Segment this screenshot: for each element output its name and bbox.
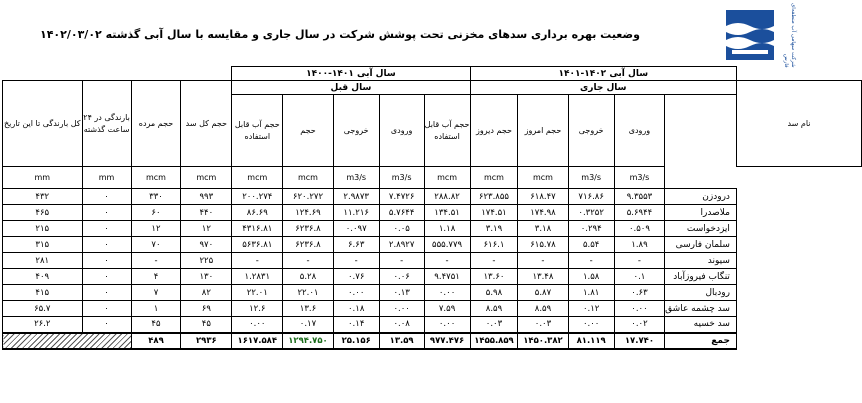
cell-volume-today: - — [518, 253, 568, 269]
cell-volume-today: ۶۱۵.۷۸ — [518, 237, 568, 253]
dams-table — [2, 66, 862, 350]
cell-prev-usable: ۲۰۰.۲۷۴ — [232, 189, 283, 205]
spacer — [3, 67, 232, 81]
header-usable-volume: حجم آب قابل استفاده — [424, 95, 470, 167]
cell-rain-24h: ۰ — [82, 285, 131, 301]
cell-prev-usable: ۴۳۱۶.۸۱ — [232, 221, 283, 237]
unit-dead-volume: mcm — [131, 167, 181, 189]
cell-prev-inflow: ۲.۸۹۲۷ — [379, 237, 424, 253]
unit-prev-volume: mcm — [283, 167, 333, 189]
cell-prev-inflow: ۰.۰۰ — [379, 301, 424, 317]
total-outflow: ۸۱.۱۱۹ — [568, 333, 614, 349]
cell-prev-usable: ۱۲.۶ — [232, 301, 283, 317]
cell-usable-volume: ۷.۵۹ — [424, 301, 470, 317]
cell-prev-usable: ۵۶۳۶.۸۱ — [232, 237, 283, 253]
unit-rain-24h: mm — [82, 167, 131, 189]
cell-inflow: ۰.۱ — [614, 269, 664, 285]
cell-volume-yesterday: ۶۲۳.۸۵۵ — [470, 189, 518, 205]
unit-prev-inflow: m3/s — [379, 167, 424, 189]
cell-prev-volume: ۶۲۰.۲۷۲ — [283, 189, 333, 205]
total-volume: ۲۹۳۶ — [181, 333, 232, 349]
cell-rain-total: ۴۳۲ — [3, 189, 83, 205]
cell-dead-volume: ۳۳۰ — [131, 189, 181, 205]
cell-prev-volume: ۵.۲۸ — [283, 269, 333, 285]
cell-dam-name: ملاصدرا — [665, 205, 737, 221]
unit-outflow: m3/s — [568, 167, 614, 189]
cell-volume-today: ۵.۸۷ — [518, 285, 568, 301]
header-dam-name: نام سد — [736, 81, 861, 167]
cell-dam-name: سد چشمه عاشق — [665, 301, 737, 317]
header-rain-24h: بارندگی در ۲۴ ساعت گذشته — [82, 81, 131, 167]
total-usable: ۹۷۷.۴۷۶ — [424, 333, 470, 349]
cell-total-volume: ۹۷۰ — [181, 237, 232, 253]
cell-prev-inflow: ۰.۰۵ — [379, 221, 424, 237]
cell-volume-yesterday: ۳.۱۹ — [470, 221, 518, 237]
header-prev-usable: حجم آب قابل استفاده — [232, 95, 283, 167]
cell-volume-today: ۰.۰۳ — [518, 317, 568, 333]
cell-prev-volume: ۶۲۳۶.۸ — [283, 221, 333, 237]
cell-dead-volume: ۷۰ — [131, 237, 181, 253]
cell-prev-outflow: - — [333, 253, 379, 269]
cell-volume-yesterday: ۵.۹۸ — [470, 285, 518, 301]
cell-prev-outflow: ۰.۷۶ — [333, 269, 379, 285]
total-inflow: ۱۷.۷۴۰ — [614, 333, 664, 349]
cell-prev-volume: ۰.۱۷ — [283, 317, 333, 333]
cell-prev-usable: ۲۲.۰۱ — [232, 285, 283, 301]
cell-prev-outflow: ۲.۹۸۷۳ — [333, 189, 379, 205]
cell-prev-inflow: ۵.۷۶۴۴ — [379, 205, 424, 221]
cell-rain-total: ۲۱۵ — [3, 221, 83, 237]
cell-dam-name: تنگاب فیروزآباد — [665, 269, 737, 285]
cell-rain-24h: ۰ — [82, 253, 131, 269]
cell-prev-inflow: - — [379, 253, 424, 269]
previous-year-header: سال آبی ۱۴۰۱-۱۴۰۰ — [232, 67, 470, 81]
cell-volume-yesterday: ۱۷۴.۵۱ — [470, 205, 518, 221]
cell-volume-today: ۳.۱۸ — [518, 221, 568, 237]
cell-usable-volume: ۰.۰۰ — [424, 317, 470, 333]
table-row — [3, 317, 862, 333]
cell-dam-name: سلمان فارسی — [665, 237, 737, 253]
cell-prev-usable: ۱.۲۸۳۱ — [232, 269, 283, 285]
header-outflow: خروجی — [568, 95, 614, 167]
cell-prev-outflow: ۰.۱۴ — [333, 317, 379, 333]
cell-outflow: ۰.۱۲ — [568, 301, 614, 317]
cell-total-volume: ۹۹۳ — [181, 189, 232, 205]
cell-rain-total: ۳۱۵ — [3, 237, 83, 253]
previous-sub-header: سال قبل — [232, 81, 470, 95]
cell-prev-volume: ۶۲۳۶.۸ — [283, 237, 333, 253]
cell-dead-volume: - — [131, 253, 181, 269]
cell-volume-yesterday: - — [470, 253, 518, 269]
cell-prev-usable: - — [232, 253, 283, 269]
cell-total-volume: ۶۹ — [181, 301, 232, 317]
cell-prev-volume: ۱۲۴.۶۹ — [283, 205, 333, 221]
total-prev-inflow: ۱۳.۵۹ — [379, 333, 424, 349]
cell-usable-volume: - — [424, 253, 470, 269]
header-inflow: ورودی — [614, 95, 664, 167]
company-logo-icon — [722, 4, 778, 66]
header-prev-outflow: خروجی — [333, 95, 379, 167]
cell-volume-yesterday: ۱۳.۶۰ — [470, 269, 518, 285]
cell-rain-24h: ۰ — [82, 189, 131, 205]
cell-prev-inflow: ۰.۱۳ — [379, 285, 424, 301]
header-prev-inflow: ورودی — [379, 95, 424, 167]
cell-rain-24h: ۰ — [82, 221, 131, 237]
cell-total-volume: ۸۲ — [181, 285, 232, 301]
cell-outflow: ۵.۵۴ — [568, 237, 614, 253]
unit-total-volume: mcm — [181, 167, 232, 189]
cell-prev-volume: - — [283, 253, 333, 269]
unit-volume-yesterday: mcm — [470, 167, 518, 189]
table-row — [3, 285, 862, 301]
unit-prev-usable: mcm — [232, 167, 283, 189]
total-prev-outflow: ۲۵.۱۵۶ — [333, 333, 379, 349]
cell-rain-24h: ۰ — [82, 301, 131, 317]
cell-inflow: ۰.۶۳ — [614, 285, 664, 301]
cell-volume-today: ۱۳.۴۸ — [518, 269, 568, 285]
cell-rain-24h: ۰ — [82, 205, 131, 221]
cell-prev-inflow: ۰.۰۶ — [379, 269, 424, 285]
cell-usable-volume: ۵۵۵.۷۷۹ — [424, 237, 470, 253]
cell-volume-yesterday: ۶۱۶.۱ — [470, 237, 518, 253]
cell-outflow: ۱.۸۱ — [568, 285, 614, 301]
cell-rain-24h: ۰ — [82, 317, 131, 333]
cell-prev-outflow: ۰.۱۸ — [333, 301, 379, 317]
cell-inflow: ۰.۵۰۹ — [614, 221, 664, 237]
total-prev-usable: ۱۶۱۷.۵۸۴ — [232, 333, 283, 349]
header-prev-volume: حجم — [283, 95, 333, 167]
cell-outflow: ۰.۰۰ — [568, 317, 614, 333]
cell-volume-today: ۶۱۸.۴۷ — [518, 189, 568, 205]
cell-usable-volume: ۱.۱۸ — [424, 221, 470, 237]
unit-usable-volume: mcm — [424, 167, 470, 189]
cell-volume-yesterday: ۸.۵۹ — [470, 301, 518, 317]
cell-rain-total: ۶۵.۷ — [3, 301, 83, 317]
cell-dead-volume: ۶۰ — [131, 205, 181, 221]
cell-rain-total: ۴۰۹ — [3, 269, 83, 285]
cell-total-volume: ۱۳۰ — [181, 269, 232, 285]
header-total-volume: حجم کل سد — [181, 81, 232, 167]
cell-dead-volume: ۴۵ — [131, 317, 181, 333]
cell-inflow: ۵.۶۹۴۴ — [614, 205, 664, 221]
cell-prev-outflow: ۱۱.۲۱۶ — [333, 205, 379, 221]
cell-prev-inflow: ۰.۰۸ — [379, 317, 424, 333]
cell-total-volume: ۴۴۰ — [181, 205, 232, 221]
cell-dead-volume: ۱ — [131, 301, 181, 317]
unit-volume-today: mcm — [518, 167, 568, 189]
cell-dam-name: رودبال — [665, 285, 737, 301]
total-dead: ۴۸۹ — [131, 333, 181, 349]
current-year-header: سال آبی ۱۴۰۲-۱۴۰۱ — [470, 67, 736, 81]
table-row — [3, 253, 862, 269]
cell-usable-volume: ۰.۰۰ — [424, 285, 470, 301]
cell-inflow: ۹.۳۵۵۳ — [614, 189, 664, 205]
cell-total-volume: ۴۵ — [181, 317, 232, 333]
company-name: شرکت سهامی آب منطقه‌ای فارس — [783, 3, 796, 68]
cell-prev-inflow: ۷.۴۷۲۶ — [379, 189, 424, 205]
cell-dead-volume: ۱۲ — [131, 221, 181, 237]
cell-dead-volume: ۷ — [131, 285, 181, 301]
cell-rain-total: ۴۶۵ — [3, 205, 83, 221]
table-row — [3, 189, 862, 205]
cell-dam-name: درودزن — [665, 189, 737, 205]
cell-rain-total: ۲۶.۲ — [3, 317, 83, 333]
cell-dam-name: سد خسیه — [665, 317, 737, 333]
cell-total-volume: ۱۲ — [181, 221, 232, 237]
cell-dam-name: سیوند — [665, 253, 737, 269]
cell-volume-today: ۸.۵۹ — [518, 301, 568, 317]
cell-inflow: - — [614, 253, 664, 269]
header-volume-today: حجم امروز — [518, 95, 568, 167]
cell-usable-volume: ۹.۴۷۵۱ — [424, 269, 470, 285]
cell-rain-24h: ۰ — [82, 269, 131, 285]
cell-volume-yesterday: ۰.۰۳ — [470, 317, 518, 333]
cell-total-volume: ۲۲۵ — [181, 253, 232, 269]
total-volume-yesterday: ۱۴۵۵.۸۵۹ — [470, 333, 518, 349]
cell-outflow: - — [568, 253, 614, 269]
cell-outflow: ۰.۲۹۴ — [568, 221, 614, 237]
header-dead-volume: حجم مرده — [131, 81, 181, 167]
table-row — [3, 237, 862, 253]
cell-usable-volume: ۲۸۸.۸۲ — [424, 189, 470, 205]
table-row — [3, 221, 862, 237]
cell-usable-volume: ۱۳۴.۵۱ — [424, 205, 470, 221]
unit-prev-outflow: m3/s — [333, 167, 379, 189]
table-row — [3, 301, 862, 317]
cell-rain-total: ۴۱۵ — [3, 285, 83, 301]
cell-prev-outflow: ۰.۰۹۷ — [333, 221, 379, 237]
cell-prev-usable: ۰.۰۰ — [232, 317, 283, 333]
cell-dead-volume: ۴ — [131, 269, 181, 285]
cell-prev-volume: ۲۲.۰۱ — [283, 285, 333, 301]
table-row — [3, 269, 862, 285]
cell-prev-outflow: ۶.۶۳ — [333, 237, 379, 253]
cell-outflow: ۷۱۶.۸۶ — [568, 189, 614, 205]
cell-inflow: ۰.۰۰ — [614, 301, 664, 317]
cell-rain-24h: ۰ — [82, 237, 131, 253]
cell-inflow: ۰.۰۲ — [614, 317, 664, 333]
cell-prev-outflow: ۰.۰۰ — [333, 285, 379, 301]
current-sub-header: سال جاری — [470, 81, 736, 95]
unit-rain-total: mm — [3, 167, 83, 189]
total-prev-volume: ۱۲۹۴.۷۵۰ — [283, 333, 333, 349]
total-label: جمع — [665, 333, 737, 349]
cell-dam-name: ایزدخواست — [665, 221, 737, 237]
cell-outflow: ۱.۵۸ — [568, 269, 614, 285]
spacer — [736, 67, 861, 81]
cell-outflow: ۰.۳۲۵۲ — [568, 205, 614, 221]
hatched-cell — [3, 333, 132, 349]
table-row — [3, 205, 862, 221]
spacer — [665, 167, 737, 189]
header-volume-yesterday: حجم دیروز — [470, 95, 518, 167]
header-rain-total: کل بارندگی تا این تاریخ — [3, 81, 83, 167]
cell-inflow: ۱.۸۹ — [614, 237, 664, 253]
page-title: وضعیت بهره برداری سدهای مخزنی تحت پوشش شرکت در سال جاری و مقایسه با سال آبی گذشته ۱۴۰۲/۰۳/۰۲ — [40, 28, 640, 41]
cell-prev-usable: ۸۶.۶۹ — [232, 205, 283, 221]
total-volume-today: ۱۴۵۰.۳۸۲ — [518, 333, 568, 349]
unit-inflow: m3/s — [614, 167, 664, 189]
cell-prev-volume: ۱۳.۶ — [283, 301, 333, 317]
cell-rain-total: ۲۸۱ — [3, 253, 83, 269]
cell-volume-today: ۱۷۴.۹۸ — [518, 205, 568, 221]
